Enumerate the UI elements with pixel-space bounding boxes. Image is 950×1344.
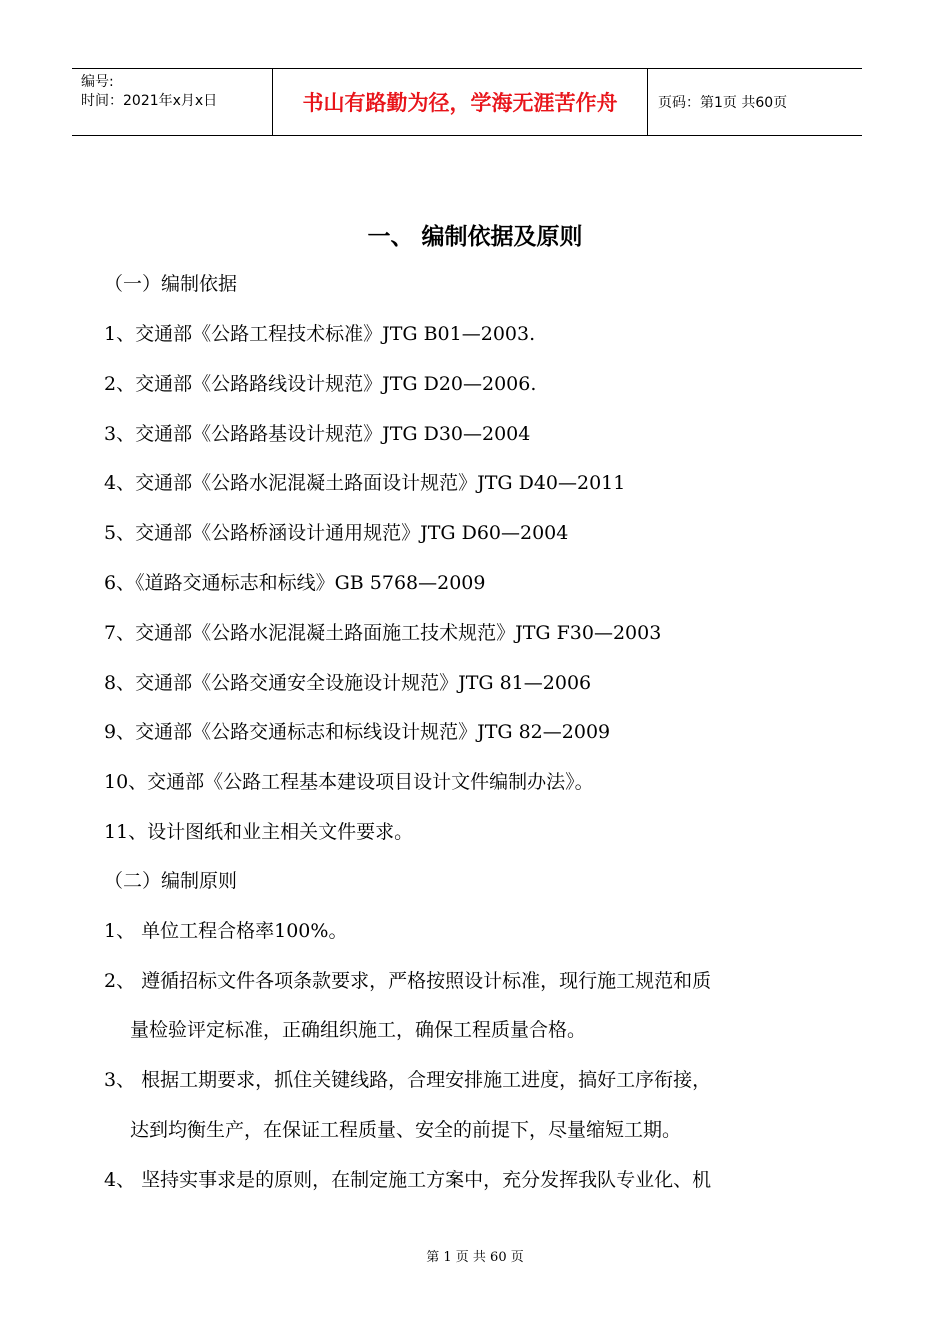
page-header: [72, 68, 862, 136]
subheading-basis: （一）编制依据: [104, 273, 238, 295]
list-item: 4、 坚持实事求是的原则，在制定施工方案中，充分发挥我队专业化、机: [104, 1169, 712, 1191]
list-item: 7、交通部《公路水泥混凝土路面施工技术规范》JTG F30—2003: [104, 622, 662, 644]
list-item: 1、 单位工程合格率100%。: [104, 920, 348, 942]
header-motto: 书山有路勤为径，学海无涯苦作舟: [273, 69, 648, 135]
subheading-principles: （二）编制原则: [104, 870, 238, 892]
list-item: 3、 根据工期要求，抓住关键线路，合理安排施工进度，搞好工序衔接，: [104, 1069, 712, 1091]
list-item-continuation: 达到均衡生产，在保证工程质量、安全的前提下，尽量缩短工期。: [130, 1119, 682, 1141]
list-item: 1、交通部《公路工程技术标准》JTG B01—2003.: [104, 323, 536, 345]
list-item: 10、交通部《公路工程基本建设项目设计文件编制办法》。: [104, 771, 594, 793]
header-meta: [72, 69, 273, 135]
number-label: 编号:: [81, 74, 114, 90]
list-item: 8、交通部《公路交通安全设施设计规范》JTG 81—2006: [104, 672, 592, 694]
list-item: 4、交通部《公路水泥混凝土路面设计规范》JTG D40—2011: [104, 472, 626, 494]
section-title: 一、 编制依据及原则: [367, 224, 583, 250]
list-item: 3、交通部《公路路基设计规范》JTG D30—2004: [104, 423, 531, 445]
list-item: 5、交通部《公路桥涵设计通用规范》JTG D60—2004: [104, 522, 569, 544]
time-label: 时间：2021年x月x日: [81, 93, 218, 109]
list-item: 11、设计图纸和业主相关文件要求。: [104, 821, 414, 843]
list-item: 9、交通部《公路交通标志和标线设计规范》JTG 82—2009: [104, 721, 611, 743]
header-page-info: 页码：第1页 共60页: [658, 95, 788, 111]
list-item-continuation: 量检验评定标准，正确组织施工，确保工程质量合格。: [130, 1019, 587, 1041]
list-item: 2、交通部《公路路线设计规范》JTG D20—2006.: [104, 373, 537, 395]
page-footer: 第 1 页 共 60 页: [426, 1250, 524, 1265]
list-item: 6、《道路交通标志和标线》GB 5768—2009: [104, 572, 486, 594]
list-item: 2、 遵循招标文件各项条款要求，严格按照设计标准，现行施工规范和质: [104, 970, 712, 992]
